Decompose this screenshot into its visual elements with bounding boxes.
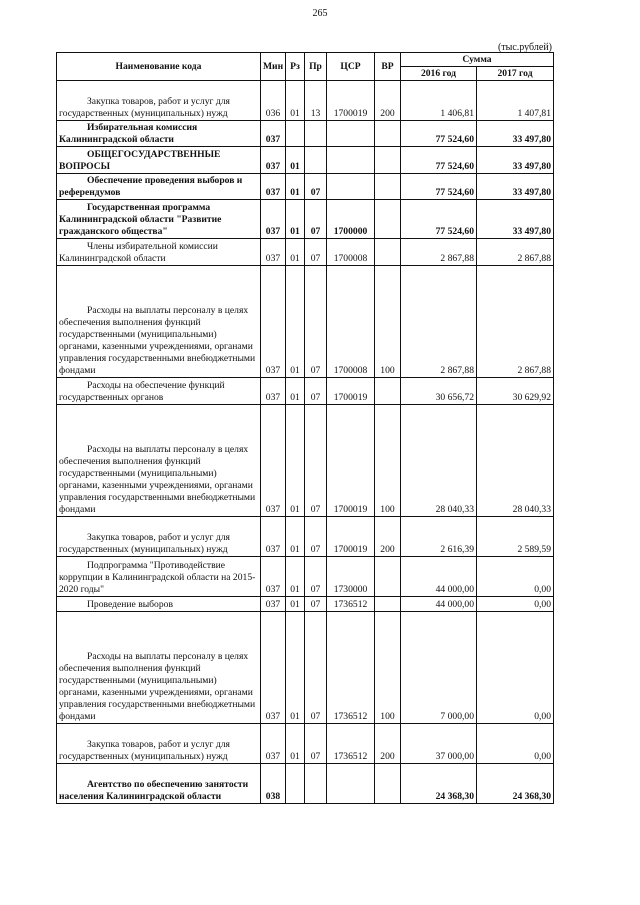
page-number: 265 (312, 8, 328, 19)
row-vr: 100 (375, 405, 401, 517)
row-name (57, 239, 261, 266)
row-rz: 01 (286, 557, 305, 597)
row-2017: 2 589,59 (477, 517, 554, 557)
table-row (57, 557, 554, 597)
row-csr (327, 147, 375, 174)
row-csr: 1700019 (327, 81, 375, 121)
row-vr (375, 239, 401, 266)
row-2017: 33 497,80 (477, 121, 554, 147)
row-rz: 01 (286, 597, 305, 612)
row-min: 037 (261, 557, 286, 597)
budget-table (56, 52, 554, 804)
row-vr (375, 121, 401, 147)
row-name-text: Закупка товаров, работ и услуг для государственных (муниципальных) нужд (59, 739, 230, 762)
row-vr: 200 (375, 724, 401, 764)
row-min: 037 (261, 597, 286, 612)
row-csr (327, 121, 375, 147)
row-min: 037 (261, 239, 286, 266)
header-name: Наименование кода (57, 53, 261, 81)
header-vr: ВР (375, 53, 401, 81)
row-2016: 30 656,72 (401, 378, 477, 405)
row-2016: 1 406,81 (401, 81, 477, 121)
row-min: 036 (261, 81, 286, 121)
row-pr: 07 (305, 557, 327, 597)
row-name-text: Избирательная комиссия Калининградской области (59, 122, 198, 145)
row-pr: 07 (305, 517, 327, 557)
row-2016: 2 616,39 (401, 517, 477, 557)
row-name (57, 200, 261, 239)
row-name-text: Закупка товаров, работ и услуг для государственных (муниципальных) нужд (59, 96, 230, 119)
row-rz: 01 (286, 378, 305, 405)
row-name (57, 612, 261, 724)
row-csr: 1700008 (327, 239, 375, 266)
row-rz: 01 (286, 239, 305, 266)
table-row (57, 724, 554, 764)
row-2017: 24 368,30 (477, 764, 554, 804)
row-2017: 0,00 (477, 597, 554, 612)
row-csr: 1700019 (327, 405, 375, 517)
row-vr: 100 (375, 266, 401, 378)
row-2017: 1 407,81 (477, 81, 554, 121)
table-row (57, 266, 554, 378)
row-name-text: Расходы на выплаты персоналу в целях обеспечения выполнения функций государственными (муниципальными) органами, казенными учреждениями, органами управления государственными внебюджетными фондами (59, 651, 256, 722)
header-2016: 2016 год (401, 67, 477, 81)
row-2016: 2 867,88 (401, 239, 477, 266)
row-2017: 33 497,80 (477, 147, 554, 174)
row-name-text: Расходы на выплаты персоналу в целях обеспечения выполнения функций государственными (муниципальными) органами, казенными учреждениями, органами управления государственными внебюджетными фондами (59, 305, 256, 376)
header-pr: Пр (305, 53, 327, 81)
row-csr: 1736512 (327, 724, 375, 764)
row-min: 037 (261, 405, 286, 517)
row-pr: 07 (305, 405, 327, 517)
row-2016: 77 524,60 (401, 147, 477, 174)
row-name (57, 121, 261, 147)
header-rz: Рз (286, 53, 305, 81)
row-name (57, 517, 261, 557)
row-rz: 01 (286, 517, 305, 557)
row-2016: 44 000,00 (401, 597, 477, 612)
table-row (57, 378, 554, 405)
row-min: 037 (261, 266, 286, 378)
row-min: 037 (261, 378, 286, 405)
row-name (57, 764, 261, 804)
row-2017: 28 040,33 (477, 405, 554, 517)
row-name (57, 405, 261, 517)
row-pr: 07 (305, 597, 327, 612)
row-vr (375, 764, 401, 804)
row-name-text: Обеспечение проведения выборов и референдумов (59, 175, 243, 198)
row-pr: 07 (305, 174, 327, 200)
row-pr: 07 (305, 612, 327, 724)
row-csr: 1730000 (327, 557, 375, 597)
row-name (57, 174, 261, 200)
row-2017: 0,00 (477, 612, 554, 724)
table-row (57, 405, 554, 517)
row-name-text: Государственная программа Калининградской области "Развитие гражданского общества" (59, 202, 222, 237)
row-csr: 1700008 (327, 266, 375, 378)
table-row (57, 81, 554, 121)
row-rz: 01 (286, 266, 305, 378)
row-2017: 0,00 (477, 724, 554, 764)
row-min: 037 (261, 612, 286, 724)
row-min: 037 (261, 121, 286, 147)
row-pr (305, 147, 327, 174)
header-2017: 2017 год (477, 67, 554, 81)
row-2017: 33 497,80 (477, 174, 554, 200)
table-row (57, 764, 554, 804)
row-name-text: Подпрограмма "Противодействие коррупции в Калининградской области на 2015-2020 годы" (59, 560, 256, 595)
row-2016: 24 368,30 (401, 764, 477, 804)
row-csr: 1736512 (327, 597, 375, 612)
row-pr (305, 764, 327, 804)
row-vr: 200 (375, 517, 401, 557)
table-row (57, 147, 554, 174)
row-csr (327, 174, 375, 200)
row-csr: 1700019 (327, 517, 375, 557)
table-row (57, 597, 554, 612)
header-sum: Сумма (401, 53, 554, 67)
row-2016: 28 040,33 (401, 405, 477, 517)
row-2017: 30 629,92 (477, 378, 554, 405)
row-pr: 07 (305, 266, 327, 378)
row-pr: 07 (305, 378, 327, 405)
row-min: 037 (261, 147, 286, 174)
row-vr (375, 200, 401, 239)
row-2017: 2 867,88 (477, 266, 554, 378)
row-name (57, 266, 261, 378)
row-rz: 01 (286, 174, 305, 200)
table-row (57, 517, 554, 557)
row-rz: 01 (286, 147, 305, 174)
row-name (57, 724, 261, 764)
row-2016: 77 524,60 (401, 174, 477, 200)
row-name-text: Расходы на обеспечение функций государственных органов (59, 380, 225, 403)
row-csr: 1736512 (327, 612, 375, 724)
row-2017: 2 867,88 (477, 239, 554, 266)
row-pr: 07 (305, 200, 327, 239)
row-name (57, 557, 261, 597)
row-pr: 07 (305, 724, 327, 764)
row-vr (375, 174, 401, 200)
row-csr (327, 764, 375, 804)
header-min: Мин (261, 53, 286, 81)
header-csr: ЦСР (327, 53, 375, 81)
row-rz: 01 (286, 612, 305, 724)
row-name (57, 81, 261, 121)
row-rz: 01 (286, 724, 305, 764)
table-row (57, 121, 554, 147)
row-name (57, 597, 261, 612)
row-vr: 200 (375, 81, 401, 121)
row-2017: 0,00 (477, 557, 554, 597)
row-name-text: ОБЩЕГОСУДАРСТВЕННЫЕ ВОПРОСЫ (59, 149, 221, 172)
table-row (57, 200, 554, 239)
row-name-text: Агентство по обеспечению занятости населения Калининградской области (59, 779, 249, 802)
row-min: 037 (261, 174, 286, 200)
table-row (57, 612, 554, 724)
row-rz: 01 (286, 81, 305, 121)
row-2017: 33 497,80 (477, 200, 554, 239)
row-vr (375, 147, 401, 174)
row-min: 037 (261, 200, 286, 239)
row-name-text: Расходы на выплаты персоналу в целях обеспечения выполнения функций государственными (муниципальными) органами, казенными учреждениями, органами управления государственными внебюджетными фондами (59, 444, 256, 515)
row-2016: 37 000,00 (401, 724, 477, 764)
units-label: (тыс.рублей) (497, 42, 552, 53)
row-2016: 44 000,00 (401, 557, 477, 597)
row-name-text: Закупка товаров, работ и услуг для государственных (муниципальных) нужд (59, 532, 230, 555)
row-rz: 01 (286, 200, 305, 239)
row-vr (375, 378, 401, 405)
table-row (57, 174, 554, 200)
row-min: 037 (261, 724, 286, 764)
row-name (57, 147, 261, 174)
row-rz (286, 121, 305, 147)
row-rz: 01 (286, 405, 305, 517)
row-name (57, 378, 261, 405)
row-2016: 77 524,60 (401, 200, 477, 239)
row-vr (375, 597, 401, 612)
row-pr: 07 (305, 239, 327, 266)
row-name-text: Проведение выборов (87, 599, 173, 610)
row-vr: 100 (375, 612, 401, 724)
row-pr (305, 121, 327, 147)
row-rz (286, 764, 305, 804)
row-vr (375, 557, 401, 597)
row-2016: 7 000,00 (401, 612, 477, 724)
row-name-text: Члены избирательной комиссии Калининградской области (59, 241, 218, 264)
row-2016: 77 524,60 (401, 121, 477, 147)
row-csr: 1700019 (327, 378, 375, 405)
row-min: 038 (261, 764, 286, 804)
row-min: 037 (261, 517, 286, 557)
row-csr: 1700000 (327, 200, 375, 239)
row-2016: 2 867,88 (401, 266, 477, 378)
table-row (57, 239, 554, 266)
row-pr: 13 (305, 81, 327, 121)
